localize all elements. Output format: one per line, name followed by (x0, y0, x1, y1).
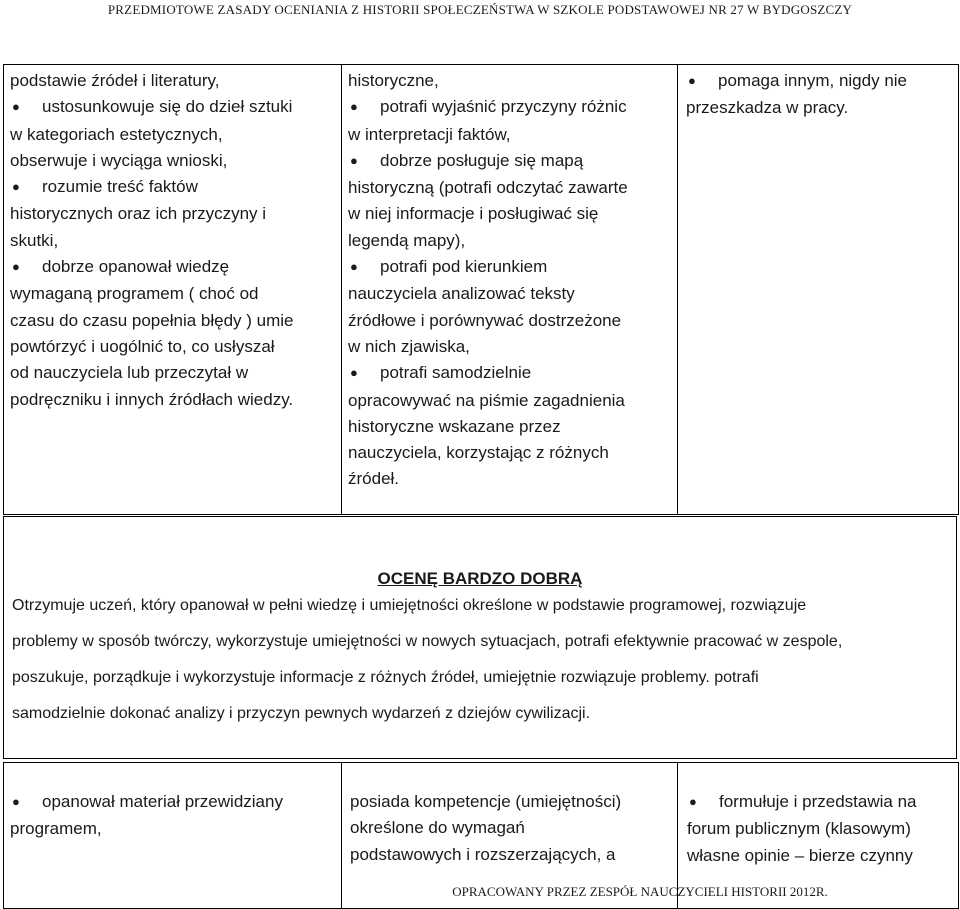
criteria-text: potrafi samodzielnie (380, 363, 532, 383)
criteria-line (348, 388, 628, 414)
grade-description (12, 593, 842, 737)
criteria-line (686, 95, 907, 121)
bullet-icon: ● (12, 259, 20, 275)
criteria-line (348, 175, 628, 201)
criteria-text: opanował materiał przewidziany (42, 792, 283, 811)
criteria-text: dobrze opanował wiedzę (42, 257, 230, 277)
bullet-icon: ● (688, 73, 696, 88)
criteria-text: legendą mapy), (348, 230, 466, 250)
criteria-text: potrafi wyjaśnić przyczyny różnic (380, 97, 627, 117)
criteria-text: powtórzyć i uogólnić to, co usłyszał (10, 336, 275, 356)
criteria-text: historyczne, (348, 71, 439, 90)
criteria-line (348, 360, 628, 387)
criteria-line (10, 360, 294, 386)
criteria-column-1 (10, 789, 283, 843)
criteria-text: wymaganą programem ( choć od (10, 284, 259, 304)
criteria-text: historyczną (potrafi odczytać zawarte (348, 178, 628, 198)
criteria-line (687, 816, 916, 842)
criteria-line (348, 201, 628, 227)
criteria-text: nauczyciela analizować teksty (348, 284, 575, 304)
criteria-text: podstawie źródeł i literatury, (10, 71, 220, 90)
bullet-icon: ● (350, 259, 358, 275)
criteria-text: skutki, (10, 230, 59, 250)
grade-description-line: poszukuje, porządkuje i wykorzystuje informacje z różnych źródeł, umiejętnie rozwiązuje problemy. potrafi (12, 669, 759, 686)
criteria-text: dobrze posługuje się mapą (380, 150, 584, 170)
bullet-icon: ● (12, 179, 20, 195)
criteria-text: określone do wymagań (350, 818, 525, 838)
criteria-line (10, 387, 294, 413)
criteria-line (10, 201, 294, 227)
bullet-icon: ● (350, 152, 358, 168)
criteria-text: w niej informacje i posługiwać się (348, 204, 599, 224)
criteria-text: nauczyciela, korzystając z różnych (348, 443, 609, 463)
criteria-line (348, 334, 628, 360)
criteria-line (686, 68, 907, 95)
criteria-line (348, 228, 628, 254)
criteria-text: ustosunkowuje się do dzieł sztuki (42, 97, 293, 117)
criteria-line (348, 281, 628, 307)
criteria-line (10, 122, 294, 148)
criteria-text: obserwuje i wyciąga wnioski, (10, 150, 228, 170)
criteria-text: czasu do czasu popełnia błędy ) umie (10, 310, 294, 330)
criteria-line (10, 254, 294, 281)
criteria-text: forum publicznym (klasowym) (687, 819, 911, 839)
criteria-line (348, 466, 628, 492)
criteria-line (348, 148, 628, 175)
criteria-column-3 (686, 68, 907, 122)
criteria-line (350, 842, 621, 868)
criteria-text: przeszkadza w pracy. (686, 98, 849, 118)
criteria-line (10, 334, 294, 360)
criteria-line (10, 308, 294, 334)
criteria-text: programem, (10, 819, 102, 839)
criteria-line (10, 148, 294, 174)
criteria-text: od nauczyciela lub przeczytał w (10, 363, 249, 383)
bullet-icon: ● (12, 99, 20, 115)
criteria-text: formułuje i przedstawia na (719, 792, 917, 811)
bullet-icon: ● (689, 794, 697, 809)
criteria-line (10, 68, 294, 94)
criteria-line (687, 843, 916, 869)
criteria-text: posiada kompetencje (umiejętności) (350, 792, 622, 811)
criteria-line (348, 254, 628, 281)
criteria-text: pomaga innym, nigdy nie (718, 71, 908, 90)
criteria-text: w interpretacji faktów, (348, 124, 511, 144)
criteria-text: opracowywać na piśmie zagadnienia (348, 390, 625, 410)
criteria-text: własne opinie – bierze czynny (687, 845, 913, 865)
criteria-line (348, 122, 628, 148)
column-divider (677, 65, 678, 514)
criteria-text: potrafi pod kierunkiem (380, 257, 548, 277)
criteria-text: historyczne wskazane przez (348, 416, 561, 436)
criteria-line (348, 440, 628, 466)
bullet-icon: ● (350, 365, 358, 381)
criteria-line (348, 414, 628, 440)
grade-description-line: problemy w sposób twórczy, wykorzystuje umiejętności w nowych sytuacjach, potrafi efektywnie pracować w zespole, (12, 633, 843, 650)
criteria-column-2 (350, 789, 621, 868)
criteria-line (10, 281, 294, 307)
footer-note: OPRACOWANY PRZEZ ZESPÓŁ NAUCZYCIELI HISTORII 2012R. (452, 884, 828, 899)
grade-heading: OCENĘ BARDZO DOBRĄ (377, 569, 583, 588)
bullet-icon: ● (350, 99, 358, 115)
criteria-line (10, 816, 283, 842)
criteria-text: źródłowe i porównywać dostrzeżone (348, 310, 622, 330)
criteria-line (348, 308, 628, 334)
grade-description-line: Otrzymuje uczeń, który opanował w pełni wiedzę i umiejętności określone w podstawie programowej, rozwiązuje (12, 597, 807, 614)
criteria-line (10, 228, 294, 254)
criteria-text: rozumie treść faktów (42, 177, 198, 197)
grade-description-line: samodzielnie dokonać analizy i przyczyn pewnych wydarzeń z dziejów cywilizacji. (12, 705, 591, 722)
criteria-text: podręczniku i innych źródłach wiedzy. (10, 389, 294, 409)
criteria-table-top (3, 64, 959, 515)
criteria-text: źródeł. (348, 469, 400, 489)
criteria-line (687, 789, 916, 816)
criteria-text: w kategoriach estetycznych, (10, 124, 223, 144)
bullet-icon: ● (12, 794, 20, 809)
criteria-line (350, 789, 621, 815)
criteria-text: w nich zjawiska, (348, 336, 470, 356)
criteria-column-3 (687, 789, 916, 869)
grade-description-box (3, 516, 957, 759)
criteria-line (348, 94, 628, 121)
criteria-line (10, 174, 294, 201)
column-divider (341, 65, 342, 514)
criteria-text: historycznych oraz ich przyczyny i (10, 204, 267, 224)
criteria-line (10, 94, 294, 121)
criteria-line (348, 68, 628, 94)
criteria-line (350, 815, 621, 841)
criteria-line (10, 789, 283, 816)
criteria-column-1 (10, 68, 294, 413)
document-header: PRZEDMIOTOWE ZASADY OCENIANIA Z HISTORII SPOŁECZEŃSTWA W SZKOLE PODSTAWOWEJ NR 27 W BYDGOSZCZY (107, 2, 853, 17)
criteria-text: podstawowych i rozszerzających, a (350, 844, 616, 864)
criteria-column-2 (348, 68, 628, 493)
